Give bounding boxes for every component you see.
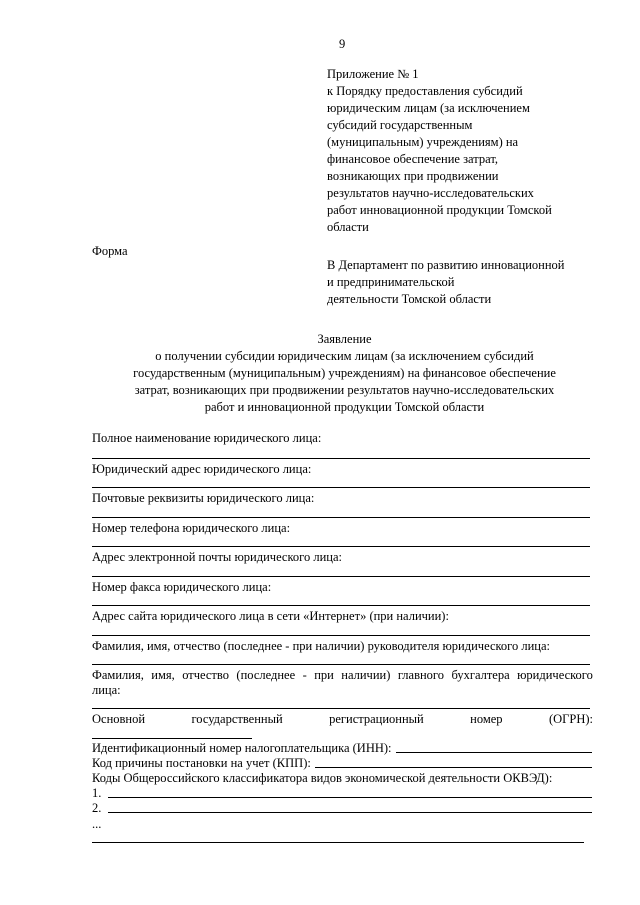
- accountant-word: -: [302, 668, 307, 682]
- field-ogrn-label: [92, 711, 593, 728]
- field-fax-line[interactable]: [92, 605, 590, 606]
- appendix-line: возникающих при продвижении: [327, 169, 499, 183]
- okved-item-number: 2.: [92, 801, 102, 815]
- title-line: государственным (муниципальным) учреждениям) на финансовое обеспечение: [133, 366, 556, 380]
- field-phone-label: Номер телефона юридического лица:: [92, 521, 291, 535]
- field-director-label: Фамилия, имя, отчество (последнее - при наличии) руководителя юридического лица:: [92, 639, 551, 653]
- field-phone-line[interactable]: [92, 546, 590, 547]
- appendix-line: субсидий государственным: [327, 118, 473, 132]
- appendix-line: Приложение № 1: [327, 67, 419, 81]
- field-legal-address-label: Юридический адрес юридического лица:: [92, 462, 312, 476]
- okved-more-line[interactable]: [92, 842, 584, 843]
- field-website-line[interactable]: [92, 635, 590, 636]
- ogrn-word: регистрационный: [329, 712, 424, 726]
- addressee-line: В Департамент по развитию инновационной: [327, 258, 565, 272]
- field-okved-label: Коды Общероссийского классификатора видов экономической деятельности ОКВЭД):: [92, 771, 553, 785]
- title-line: затрат, возникающих при продвижении результатов научно-исследовательских: [134, 383, 555, 397]
- ogrn-word: государственный: [191, 712, 283, 726]
- field-postal-details-line[interactable]: [92, 517, 590, 518]
- field-inn-label: Идентификационный номер налогоплательщика (ИНН):: [92, 741, 392, 755]
- appendix-line: работ инновационной продукции Томской: [327, 203, 552, 217]
- accountant-word: (последнее: [236, 668, 296, 682]
- document-title: [92, 331, 597, 416]
- form-label: Форма: [92, 244, 128, 258]
- okved-more: ...: [92, 817, 102, 831]
- field-inn-line[interactable]: [396, 740, 592, 753]
- field-full-name-line[interactable]: [92, 458, 590, 459]
- appendix-line: (муниципальным) учреждениям) на: [327, 135, 519, 149]
- ogrn-word: Основной: [92, 712, 146, 726]
- appendix-line: юридическим лицам (за исключением: [327, 101, 530, 115]
- accountant-word: наличии): [341, 668, 391, 682]
- addressee-block: [327, 257, 597, 308]
- accountant-word: бухгалтера: [451, 668, 510, 682]
- okved-item-line[interactable]: [108, 785, 592, 798]
- field-kpp-line[interactable]: [315, 755, 592, 768]
- field-website-label: Адрес сайта юридического лица в сети «Интернет» (при наличии):: [92, 609, 449, 623]
- field-fax-label: Номер факса юридического лица:: [92, 580, 272, 594]
- appendix-line: к Порядку предоставления субсидий: [327, 84, 523, 98]
- okved-item-number: 1.: [92, 786, 102, 800]
- appendix-line: области: [327, 220, 369, 234]
- field-accountant-label-cont: лица:: [92, 683, 121, 697]
- field-ogrn-line[interactable]: [92, 738, 252, 739]
- field-director-line[interactable]: [92, 664, 590, 665]
- field-email-label: Адрес электронной почты юридического лица:: [92, 550, 342, 564]
- accountant-word: при: [314, 668, 334, 682]
- accountant-word: Фамилия,: [92, 668, 144, 682]
- field-accountant-label: [92, 667, 593, 684]
- page-number: 9: [339, 37, 346, 51]
- appendix-line: результатов научно-исследовательских: [327, 186, 534, 200]
- field-kpp-label: Код причины постановки на учет (КПП):: [92, 756, 311, 770]
- appendix-line: финансовое обеспечение затрат,: [327, 152, 498, 166]
- title-line: о получении субсидии юридическим лицам (за исключением субсидий: [155, 349, 534, 363]
- ogrn-word: (ОГРН):: [548, 712, 593, 726]
- okved-item-row: [92, 800, 592, 817]
- field-legal-address-line[interactable]: [92, 487, 590, 488]
- addressee-line: деятельности Томской области: [327, 292, 492, 306]
- title-heading: Заявление: [317, 332, 372, 346]
- title-line: работ и инновационной продукции Томской области: [204, 400, 485, 414]
- appendix-header: [327, 66, 597, 236]
- accountant-word: имя,: [151, 668, 175, 682]
- accountant-word: отчество: [182, 668, 229, 682]
- addressee-line: и предпринимательской: [327, 275, 455, 289]
- field-email-line[interactable]: [92, 576, 590, 577]
- accountant-word: юридического: [517, 668, 593, 682]
- accountant-word: главного: [397, 668, 444, 682]
- okved-item-line[interactable]: [108, 800, 592, 813]
- field-postal-details-label: Почтовые реквизиты юридического лица:: [92, 491, 315, 505]
- ogrn-word: номер: [470, 712, 503, 726]
- field-accountant-line[interactable]: [92, 708, 590, 709]
- field-full-name-label: Полное наименование юридического лица:: [92, 431, 322, 445]
